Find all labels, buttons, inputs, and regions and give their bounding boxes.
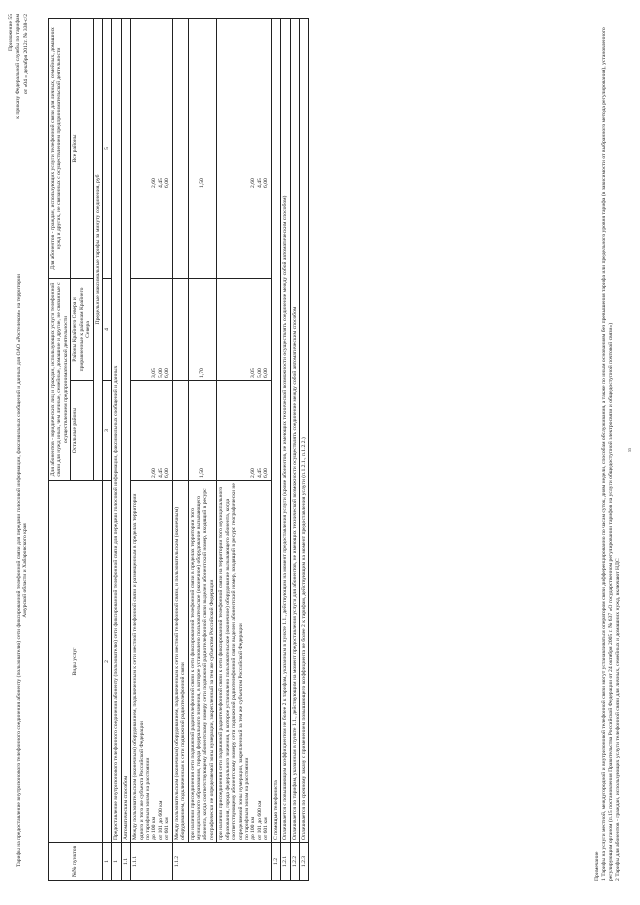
distance-title: по тарифным зонам на расстоянии xyxy=(145,757,152,840)
column-header-all-areas: Все районы xyxy=(71,18,93,278)
column-header-number: №№ пунктов xyxy=(49,843,103,881)
tariff-cell-all-areas xyxy=(217,18,271,278)
tariff-value: 4,45 xyxy=(157,178,164,188)
empty-cell xyxy=(172,381,188,481)
appendix-header xyxy=(8,14,30,254)
distance-band: от 101 до 600 км xyxy=(256,800,263,840)
row-text xyxy=(131,481,173,843)
unit-caption: Предельные максимальные тарифы за минуту соединения, руб xyxy=(93,18,102,480)
row-number: 1.2.2 xyxy=(290,843,299,881)
row-description: Между пользовательским (оконечным) оборудованием, подключенным к сети местной телефонной связи и размещенным в пределах территории одного и того же субъекта Российской Федерации xyxy=(132,493,145,840)
tariff-value: 6,00 xyxy=(263,368,270,378)
tariff-value: 2,60 xyxy=(151,468,158,478)
row-number: 1.2.3 xyxy=(299,843,308,881)
row-text: Между пользовательским (оконечным) оборудованием, подключенным к сети местной телефонной связи, и пользовательским (оконечным) оборудованием, подключенным к сети подвижной радиотелефонной связи xyxy=(172,481,188,843)
tariff-value: 6,00 xyxy=(263,178,270,188)
distance-band: до 100 км xyxy=(151,816,158,840)
notes-section xyxy=(594,19,623,881)
tariff-value: 1,50 xyxy=(188,381,217,481)
column-index: 4 xyxy=(102,278,111,380)
empty-cell xyxy=(172,278,188,380)
tariff-value: 3,05 xyxy=(250,368,257,378)
tariff-value: 2,60 xyxy=(250,468,257,478)
table-row xyxy=(121,18,130,880)
row-number: 1.1 xyxy=(121,843,130,881)
appendix-number: Приложение 55 xyxy=(8,14,14,52)
tariff-value: 4,45 xyxy=(256,468,263,478)
document-title: Тарифы на предоставление внутризонового телефонного соединения абоненту (пользователю) сети фиксированной телефонной связи для передачи голосовой информации, факсимильных сообщений и данных для ОАО «Ростелеком» на территории Амурской области и Хабаровского края xyxy=(16,273,29,868)
table-row xyxy=(112,18,121,880)
distance-band: от 601 км xyxy=(164,817,171,840)
column-index: 1 xyxy=(102,843,111,881)
tariff-value: 2,60 xyxy=(250,178,257,188)
tariff-value: 2,60 xyxy=(151,178,158,188)
column-header-citizens: Для абонентов - граждан, использующих услуги телефонной связи для личных, семейных, домашних нужд и других, не связанных с осуществлением предпринимательской деятельности xyxy=(49,18,71,278)
notes-heading: Примечание xyxy=(594,851,600,881)
row-number: 1 xyxy=(112,843,121,881)
row-number: 1.2 xyxy=(271,843,280,881)
table-row xyxy=(299,18,308,880)
tariff-value: 3,05 xyxy=(151,368,158,378)
table-row xyxy=(217,18,271,880)
tariff-value: 6,00 xyxy=(164,368,171,378)
row-description: при наличии присоединения сети подвижной радиотелефонной связи к сети фиксированной телефонной связи на территории того муниципального образования, города федерального значения, в которое установлено пользовательское (оконечное) оборудование вызывающего абонента, когда соответствующему абонентскому номеру сети подвижной радиотелефонной связи выделен абонентский номер, входящий в ресурс географически не определяемой зоны нумерации, закрепленный за тем же субъектом Российской Федерации xyxy=(218,483,244,840)
distance-title: по тарифным зонам на расстоянии xyxy=(243,757,250,840)
tariff-value: 1,70 xyxy=(188,278,217,380)
column-index-row xyxy=(102,18,111,880)
table-row xyxy=(188,18,217,880)
order-reference: к приказу Федеральной службы по тарифам xyxy=(15,14,22,119)
note-item: 2 Тарифы для абонентов - граждан, использующих услуги телефонной связи для личных, семейных и домашних нужд, включают НДС xyxy=(615,558,622,881)
tariff-cell-all-areas xyxy=(131,18,173,278)
row-text: Предоставление внутризонового телефонного соединения абоненту (пользователю) сети фиксированной телефонной связи для передачи голосовой информации, факсимильных сообщений и данных xyxy=(112,18,121,842)
row-number: 1.1.1 xyxy=(131,843,173,881)
order-date: от «04 » декабря 2012г. № 338-с/2 xyxy=(22,14,29,95)
distance-band: от 101 до 600 км xyxy=(157,800,164,840)
column-header-north-areas: Районы Крайнего Севера и приравненные к районам Крайнего Севера xyxy=(71,278,93,380)
row-text xyxy=(217,481,271,843)
column-index: 2 xyxy=(102,481,111,843)
distance-band: от 601 км xyxy=(263,817,270,840)
row-text: при наличии присоединения сети подвижной радиотелефонной связи к сети фиксированной телефонной связи в пределах территории того муниципального образования, города федерального значения, в которое установлено пользовательское (оконечное) оборудование вызывающего абонента, когда соответствующему абонентскому номеру сети подвижной радиотелефонной связи выделен абонентский номер, входящий в ресурс географически не определяемой зоны нумерации, закрепленный за тем же субъектом Российской Федерации xyxy=(188,481,217,843)
tariff-value: 4,45 xyxy=(256,178,263,188)
table-header-row xyxy=(49,18,71,880)
table-row xyxy=(172,18,188,880)
table-row xyxy=(271,18,280,880)
page-number: 55 xyxy=(627,448,632,452)
tariff-cell-other-areas xyxy=(217,381,271,481)
tariff-value: 4,45 xyxy=(157,468,164,478)
row-text: Оплачивается с повышающим коэффициентом не более 2 к тарифам, указанным в пункте 1.1., действующим на момент предоставления услуги (кроме абонентов, не имеющих технической возможности осуществлять соединение между собой автоматическим способом) xyxy=(281,18,290,842)
column-header-services: Виды услуг xyxy=(49,481,103,843)
tariff-value: 6,00 xyxy=(164,178,171,188)
tariff-value: 5,00 xyxy=(157,368,164,378)
row-text: Оплачивается по срочному заказу с применением повышающего коэффициента не более 2 к тарифам, действующим на момент предоставления услуги (п.1.2.1., п.1.2.2.) xyxy=(299,18,308,842)
tariff-value: 6,00 xyxy=(263,468,270,478)
tariff-cell-north-areas xyxy=(217,278,271,380)
tariff-value: 5,00 xyxy=(256,368,263,378)
row-text: Автоматическим способом xyxy=(121,18,130,842)
row-text: Оплачивается по тарифам, указанным в пункте 1.1., действующим на момент предоставления услуги для абонентов, не имеющих технической возможности осуществлять соединение между собой автоматическим способом xyxy=(290,18,299,842)
tariff-value: 6,00 xyxy=(164,468,171,478)
distance-band: до 100 км xyxy=(250,816,257,840)
empty-cell xyxy=(172,18,188,278)
column-header-legal-entities: Для абонентов - юридических лиц и граждан, использующих услуги телефонной связи для нужд иных, чем личные, семейные, домашние и другие, не связанные с осуществлением предпринимательской деятельности xyxy=(49,278,71,480)
tariff-value: 1,50 xyxy=(188,18,217,278)
row-text: С помощью телефониста xyxy=(271,18,280,842)
table-row xyxy=(290,18,299,880)
column-index: 5 xyxy=(102,18,111,278)
tariff-cell-north-areas xyxy=(131,278,173,380)
table-row xyxy=(281,18,290,880)
tariff-table xyxy=(48,18,309,881)
row-number: 1.2.1 xyxy=(281,843,290,881)
tariff-cell-other-areas xyxy=(131,381,173,481)
row-number: 1.1.2 xyxy=(172,843,271,881)
column-index: 3 xyxy=(102,381,111,481)
note-item: 1 Тарифы на услуги местной, междугородной и внутризоновой телефонной связи могут устанавливаться оператором связи дифференцированно по часам суток, дням недели, способам обслуживания, а также по иным основаниям без превышения тарифа или предельного уровня тарифа (в зависимости от выбранного метода регулирования), установленного регулирующим органом (п.15 постановления Правительства Российской Федерации от 24 октября 2005 г. № 637 «О государственном регулировании тарифов на услуги общедоступной электросвязи и общедоступной почтовой связи») xyxy=(601,27,614,881)
table-row xyxy=(131,18,173,880)
column-header-other-areas: Остальные районы xyxy=(71,381,93,481)
